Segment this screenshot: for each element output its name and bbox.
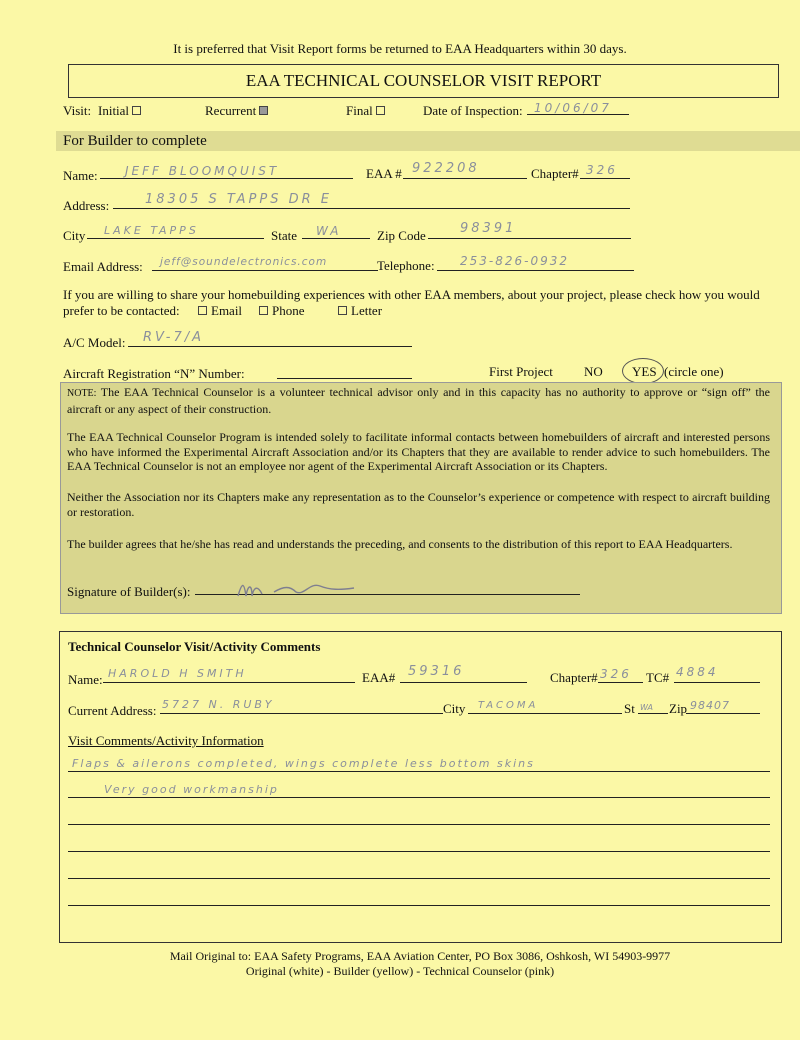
counselor-st-value[interactable]: WA bbox=[640, 703, 653, 712]
footer-mail: Mail Original to: EAA Safety Programs, EAA Aviation Center, PO Box 3086, Oshkosh, WI 54903-9977 bbox=[169, 949, 671, 963]
counselor-chapter-value[interactable]: 326 bbox=[600, 667, 632, 681]
note-prefix: NOTE: bbox=[67, 388, 97, 399]
builder-state-value[interactable]: WA bbox=[316, 224, 342, 238]
note-paragraph-1: NOTE: The EAA Technical Counselor is a volunteer technical advisor only and in this capacity has no authority to approve or “sign off” the aircraft or any aspect of their construction. bbox=[67, 385, 770, 416]
counselor-address-value[interactable]: 5727 N. RUBY bbox=[162, 698, 275, 711]
builder-chapter-value[interactable]: 326 bbox=[586, 163, 618, 177]
checkbox-phone[interactable] bbox=[259, 306, 268, 315]
builder-signature-mark bbox=[230, 576, 380, 602]
checkbox-initial[interactable] bbox=[132, 106, 141, 115]
checkbox-letter[interactable] bbox=[338, 306, 347, 315]
counselor-zip-label: Zip bbox=[669, 701, 688, 716]
builder-state-label: State bbox=[271, 228, 297, 243]
builder-address-value[interactable]: 18305 S TAPPS DR E bbox=[145, 192, 332, 207]
note-paragraph-3: Neither the Association nor its Chapters make any representation as to the Counselor’s experience or competence with respect to aircraft building or restoration. bbox=[67, 490, 770, 519]
counselor-city-value[interactable]: TACOMA bbox=[478, 700, 539, 711]
counselor-tc-value[interactable]: 4884 bbox=[676, 665, 719, 679]
counselor-eaa-label: EAA# bbox=[362, 670, 396, 685]
comment-rule bbox=[68, 824, 770, 825]
builder-telephone-label: Telephone: bbox=[377, 258, 435, 273]
builder-city-label: City bbox=[63, 228, 86, 243]
builder-email-label: Email Address: bbox=[63, 259, 143, 274]
share-text-line2: prefer to be contacted: bbox=[63, 303, 180, 318]
builder-zip-value[interactable]: 98391 bbox=[460, 221, 517, 236]
circle-one-text: (circle one) bbox=[664, 364, 724, 379]
counselor-address-label: Current Address: bbox=[68, 703, 157, 718]
builder-section-header: For Builder to complete bbox=[63, 133, 207, 149]
visit-label: Visit: bbox=[63, 103, 92, 118]
counselor-name-label: Name: bbox=[68, 672, 103, 687]
comment-rule bbox=[68, 797, 770, 798]
comment-line-1[interactable]: Flaps & ailerons completed, wings complete less bottom skins bbox=[72, 757, 535, 770]
share-text-line1: If you are willing to share your homebuilding experiences with other EAA members, about your project, please check how you would bbox=[63, 287, 760, 302]
checkbox-email[interactable] bbox=[198, 306, 207, 315]
comment-line-2[interactable]: Very good workmanship bbox=[104, 783, 279, 796]
counselor-section-header: Technical Counselor Visit/Activity Comments bbox=[68, 639, 321, 654]
builder-name-label: Name: bbox=[63, 168, 98, 183]
model-label: A/C Model: bbox=[63, 335, 126, 350]
date-value[interactable]: 10/06/07 bbox=[534, 101, 612, 115]
first-project-label: First Project bbox=[489, 364, 553, 379]
builder-chapter-label: Chapter# bbox=[531, 166, 579, 181]
visit-final-option[interactable]: Final bbox=[346, 103, 385, 118]
contact-letter-option[interactable]: Letter bbox=[338, 303, 382, 318]
note-paragraph-4: The builder agrees that he/she has read and understands the preceding, and consents to the distribution of this report to EAA Headquarters. bbox=[67, 537, 733, 551]
comment-rule bbox=[68, 771, 770, 772]
builder-telephone-value[interactable]: 253-826-0932 bbox=[460, 254, 570, 268]
counselor-city-label: City bbox=[443, 701, 466, 716]
comment-rule bbox=[68, 905, 770, 906]
form-title: EAA TECHNICAL COUNSELOR VISIT REPORT bbox=[245, 71, 602, 90]
contact-phone-option[interactable]: Phone bbox=[259, 303, 305, 318]
builder-zip-label: Zip Code bbox=[377, 228, 426, 243]
counselor-name-value[interactable]: HAROLD H SMITH bbox=[108, 667, 247, 680]
counselor-zip-value[interactable]: 98407 bbox=[690, 699, 730, 712]
checkbox-recurrent[interactable] bbox=[259, 106, 268, 115]
builder-eaa-value[interactable]: 922208 bbox=[412, 161, 480, 176]
footer-copies: Original (white) - Builder (yellow) - Technical Counselor (pink) bbox=[245, 964, 555, 978]
note-paragraph-2: The EAA Technical Counselor Program is intended solely to facilitate informal contacts between homebuilders of aircraft and interested persons who have informed the Experimental Aircraft Association and/or its Chapters that they are available to render advice to such homebuilders. The EAA Technical Counselor is not an employee nor agent of the Experimental Aircraft Association or its Chapters. bbox=[67, 430, 770, 473]
date-label: Date of Inspection: bbox=[423, 103, 523, 118]
comments-label: Visit Comments/Activity Information bbox=[68, 733, 264, 748]
comment-rule bbox=[68, 851, 770, 852]
builder-email-value[interactable]: jeff@soundelectronics.com bbox=[160, 256, 328, 268]
registration-label: Aircraft Registration “N” Number: bbox=[63, 366, 245, 381]
counselor-tc-label: TC# bbox=[646, 670, 670, 685]
counselor-chapter-label: Chapter# bbox=[550, 670, 598, 685]
model-value[interactable]: RV-7/A bbox=[143, 330, 205, 345]
visit-initial-option[interactable]: Initial bbox=[98, 103, 141, 118]
counselor-eaa-value[interactable]: 59316 bbox=[408, 664, 465, 679]
builder-eaa-label: EAA # bbox=[366, 166, 402, 181]
visit-recurrent-option[interactable]: Recurrent bbox=[205, 103, 268, 118]
preface-text: It is preferred that Visit Report forms be returned to EAA Headquarters within 30 days. bbox=[173, 41, 627, 56]
contact-email-option[interactable]: Email bbox=[198, 303, 242, 318]
first-project-yes[interactable]: YES bbox=[632, 364, 657, 379]
builder-name-value[interactable]: JEFF BLOOMQUIST bbox=[125, 164, 280, 178]
counselor-st-label: St bbox=[624, 701, 635, 716]
checkbox-final[interactable] bbox=[376, 106, 385, 115]
builder-city-value[interactable]: LAKE TAPPS bbox=[104, 224, 199, 237]
comment-rule bbox=[68, 878, 770, 879]
signature-label: Signature of Builder(s): bbox=[67, 584, 191, 599]
builder-address-label: Address: bbox=[63, 198, 110, 213]
first-project-no[interactable]: NO bbox=[584, 364, 603, 379]
